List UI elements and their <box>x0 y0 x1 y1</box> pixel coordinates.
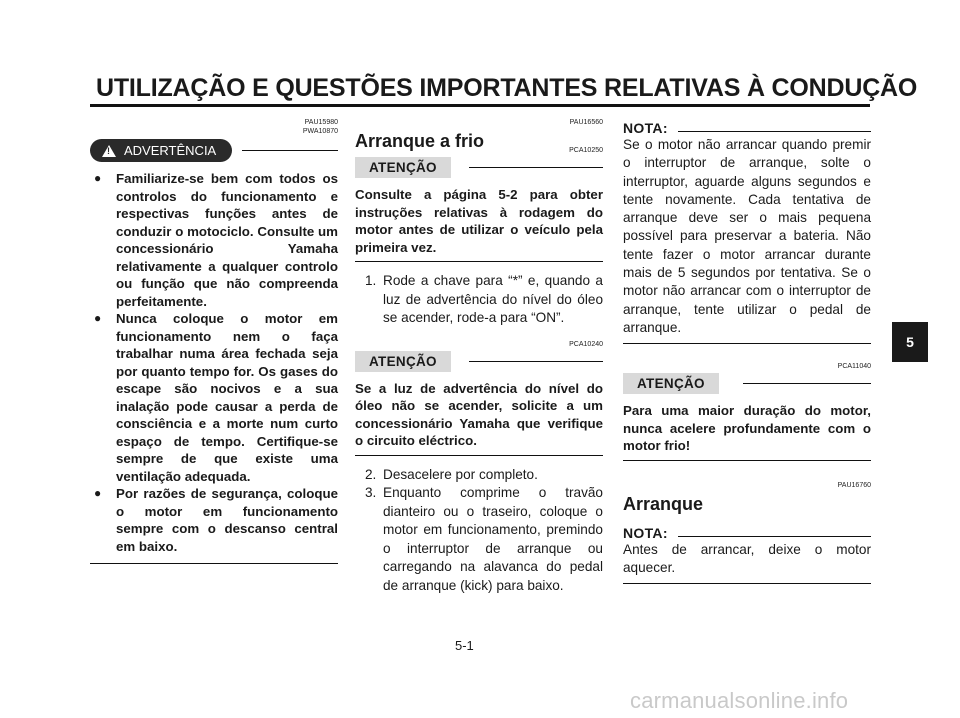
divider <box>469 361 603 362</box>
divider <box>623 343 871 344</box>
doc-code: PAU16560 <box>569 119 603 126</box>
attention-header <box>355 157 603 178</box>
doc-code: PCA10240 <box>569 340 603 348</box>
doc-code: PAU16760 <box>837 481 871 489</box>
doc-code: PCA10250 <box>569 147 603 154</box>
warning-triangle-icon <box>102 145 116 157</box>
section-title: Arranque a frio <box>355 131 485 151</box>
attention-header <box>355 351 603 372</box>
list-item: ● Por razões de segurança, coloque o motor em funcionamento sempre com o descanso central em baixo. <box>90 485 338 555</box>
divider <box>355 261 603 262</box>
note-text: Se o motor não arrancar quando premir o interruptor de arranque, solte o interruptor, aguarde alguns segundos e tente novamente. Cada tentativa de arranque deve ser o mais pequena possível para preservar a bateria. Não tente fazer o motor arrancar durante mais de 5 segundos por tentativa. Se o motor não arrancar com o interruptor de arranque, tente utilizar o pedal de arranque. <box>623 137 871 335</box>
step-number: 1. <box>365 273 377 288</box>
note-text: Antes de arrancar, deixe o motor aquecer. <box>623 541 871 576</box>
warning-badge <box>90 139 232 162</box>
warning-label: ADVERTÊNCIA <box>124 143 217 158</box>
step-list <box>355 466 603 596</box>
note-label: NOTA: <box>623 120 668 136</box>
divider <box>623 460 871 461</box>
header-rule <box>90 104 870 107</box>
attention-badge: ATENÇÃO <box>355 351 451 372</box>
section-title: Arranque <box>623 493 704 514</box>
divider <box>90 563 338 564</box>
page-title: UTILIZAÇÃO E QUESTÕES IMPORTANTES RELATIVAS À CONDUÇÃO <box>96 74 918 102</box>
list-item <box>355 466 603 485</box>
watermark-text: carmanualsonline.info <box>630 688 849 713</box>
doc-code: PAU15980 <box>304 119 338 126</box>
list-item: ● Nunca coloque o motor em funcionamento nem o faça trabalhar numa área fechada seja por quanto tempo for. Os gases do escape são nocivos e a sua inalação pode causar a perda de consciência e a morte num curto espaço de tempo. Certifique-se sempre de que existe uma ventilação adequada. <box>90 310 338 485</box>
column-cold-start <box>355 118 603 595</box>
warning-list <box>90 170 338 555</box>
attention-text: Consulte a página 5-2 para obter instruções relativas à rodagem do motor antes de utilizar o veículo pela primeira vez. <box>355 187 603 255</box>
column-notes <box>623 120 871 584</box>
list-item <box>355 484 603 595</box>
page-number: 5-1 <box>455 638 474 653</box>
step-text: Desacelere por completo. <box>383 466 538 482</box>
step-number: 3. <box>365 485 377 500</box>
step-list <box>355 272 603 328</box>
divider <box>469 167 603 168</box>
doc-code: PCA11040 <box>837 363 871 371</box>
step-text: Rode a chave para “*” e, quando a luz de advertência do nível do óleo se acender, rode-a para “ON”. <box>383 273 603 325</box>
step-number: 2. <box>365 466 377 482</box>
column-warning <box>90 118 338 564</box>
list-item <box>355 272 603 328</box>
attention-badge: ATENÇÃO <box>623 373 719 394</box>
warning-header <box>90 139 338 162</box>
chapter-tab: 5 <box>892 322 928 362</box>
divider <box>242 150 338 151</box>
note-label: NOTA: <box>623 524 668 541</box>
divider <box>678 536 871 537</box>
note-header <box>623 120 871 136</box>
step-text: Enquanto comprime o travão dianteiro ou o traseiro, coloque o motor em funcionamento, premindo o interruptor de arranque ou carregando na alavanca do pedal de arranque (kick) para baixo. <box>383 485 603 593</box>
list-item: ● Familiarize-se bem com todos os controlos do funcionamento e respectivas funções antes de conduzir o motociclo. Consulte um concessionário Yamaha relativamente a qualquer controlo ou função que não compreenda perfeitamente. <box>90 170 338 310</box>
attention-badge: ATENÇÃO <box>355 157 451 178</box>
note-header <box>623 525 871 541</box>
divider <box>678 131 871 132</box>
attention-header <box>623 373 871 394</box>
attention-text: Para uma maior duração do motor, nunca acelere profundamente com o motor frio! <box>623 403 871 454</box>
divider <box>355 455 603 456</box>
attention-text: Se a luz de advertência do nível do óleo não se acender, solicite a um concessionário Yamaha que verifique o circuito eléctrico. <box>355 380 603 448</box>
divider <box>623 583 871 584</box>
doc-code: PWA10870 <box>302 128 338 135</box>
divider <box>743 383 871 384</box>
